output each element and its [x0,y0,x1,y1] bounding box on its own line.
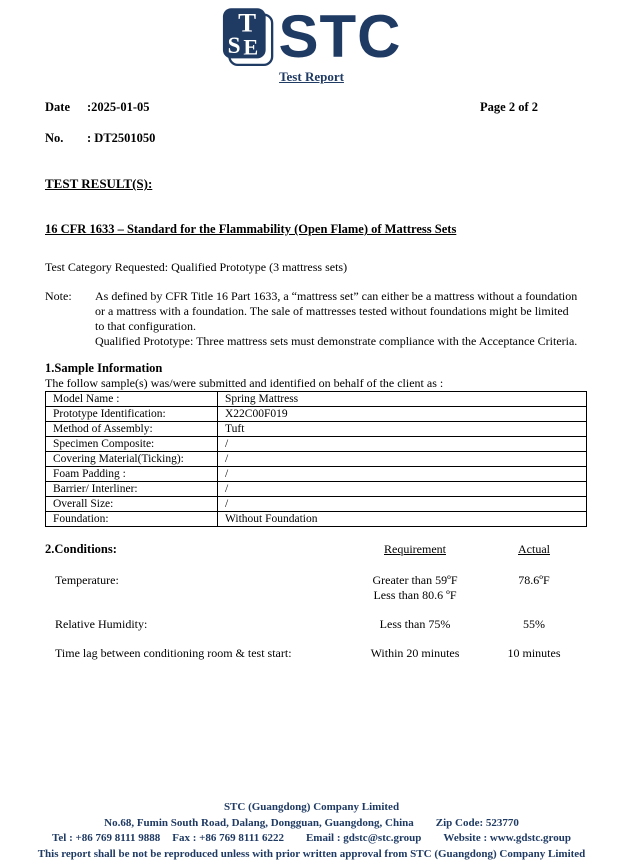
footer-tel: Tel : +86 769 8111 9888 [52,832,161,844]
condition-actual: 55% [523,617,545,631]
table-row [46,512,587,527]
condition-requirement [340,573,490,603]
footer-website: Website : www.gdstc.group [443,832,571,844]
requirement-line-2: Less than 80.6 ºF [373,588,457,602]
requirement-column-header: Requirement [384,542,446,556]
row-value: / [218,482,587,497]
row-value: / [218,437,587,452]
condition-label: Temperature: [55,573,119,587]
row-label: Foundation: [46,512,218,527]
row-value: X22C00F019 [218,407,587,422]
condition-actual: 78.6ºF [518,573,550,587]
row-value: / [218,497,587,512]
row-value: Without Foundation [218,512,587,527]
test-results-heading: TEST RESULT(S): [45,176,153,191]
report-title: Test Report [279,69,344,84]
row-label: Foam Padding : [46,467,218,482]
report-no-value: : DT2501050 [87,131,156,145]
condition-label: Relative Humidity: [55,617,148,631]
table-row [46,422,587,437]
note-paragraph-2: Qualified Prototype: Three mattress sets must demonstrate compliance with the Acceptance Criteria. [95,334,578,348]
condition-actual: 10 minutes [507,646,561,660]
footer-email: Email : gdstc@stc.group [305,832,422,844]
row-label: Overall Size: [46,497,218,512]
test-category-line: Test Category Requested: Qualified Prototype (3 mattress sets) [45,260,348,274]
row-label: Model Name : [46,392,218,407]
condition-row-humidity [45,617,578,632]
conditions-heading: 2.Conditions: [45,542,117,556]
note-body [95,289,578,349]
stc-logo-wordmark: STC [278,3,402,70]
condition-row-temperature [45,573,578,603]
row-value: Tuft [218,422,587,437]
condition-requirement: Less than 75% [379,617,451,631]
row-label: Prototype Identification: [46,407,218,422]
report-no-label: No. [45,131,64,145]
table-row [46,407,587,422]
note-paragraph-1: As defined by CFR Title 16 Part 1633, a “mattress set” can either be a mattress without a foundation or a mattress with a foundation. The sale of mattresses tested without foundations might be limited to that configuration. [95,289,578,333]
row-label: Specimen Composite: [46,437,218,452]
footer-zip: Zip Code: 523770 [435,816,519,829]
table-row [46,452,587,467]
report-no-row [45,131,578,145]
table-row [46,392,587,407]
footer-fax: Fax : +86 769 8111 6222 [172,832,284,844]
condition-label: Time lag between conditioning room & test start: [55,646,292,660]
logo-monogram-t: T [237,7,256,38]
row-label: Covering Material(Ticking): [46,452,218,467]
date-label: Date [45,100,70,114]
date-value: :2025-01-05 [87,100,150,114]
footer-disclaimer: This report shall be not be reproduced unless with prior written approval from STC (Guangdong) Company Limited [37,847,586,860]
row-value: / [218,467,587,482]
table-row [46,497,587,512]
requirement-line-1: Greater than 59ºF [372,573,458,587]
row-value: Spring Mattress [218,392,587,407]
footer-address-line [0,816,623,832]
logo-monogram-e: E [242,34,258,60]
page-number: Page 2 of 2 [480,100,538,114]
footer-contact-line [0,831,623,847]
row-label: Barrier/ Interliner: [46,482,218,497]
note-label: Note: [45,289,72,303]
condition-row-timelag [45,646,578,661]
conditions-header-row [45,542,578,557]
footer-company: STC (Guangdong) Company Limited [223,801,400,813]
table-row [46,437,587,452]
report-meta [45,100,578,145]
report-header [0,0,623,85]
table-row [46,482,587,497]
table-row [46,467,587,482]
sample-info-intro: The follow sample(s) was/were submitted and identified on behalf of the client as : [45,376,444,390]
logo-monogram-s: S [227,32,241,59]
footer-address: No.68, Fumin South Road, Dalang, Dongguan, Guangdong, China [104,816,414,829]
report-footer [0,800,623,862]
sample-info-heading: 1.Sample Information [45,361,163,375]
condition-requirement: Within 20 minutes [370,646,460,660]
actual-column-header: Actual [518,542,550,556]
date-row [45,100,578,114]
stc-logo [0,3,623,70]
note-block [45,289,578,349]
sample-info-table [45,391,587,527]
row-label: Method of Assembly: [46,422,218,437]
row-value: / [218,452,587,467]
standard-heading: 16 CFR 1633 – Standard for the Flammability (Open Flame) of Mattress Sets [45,222,457,236]
stc-logo-icon [222,7,274,67]
conditions-section [45,542,578,661]
